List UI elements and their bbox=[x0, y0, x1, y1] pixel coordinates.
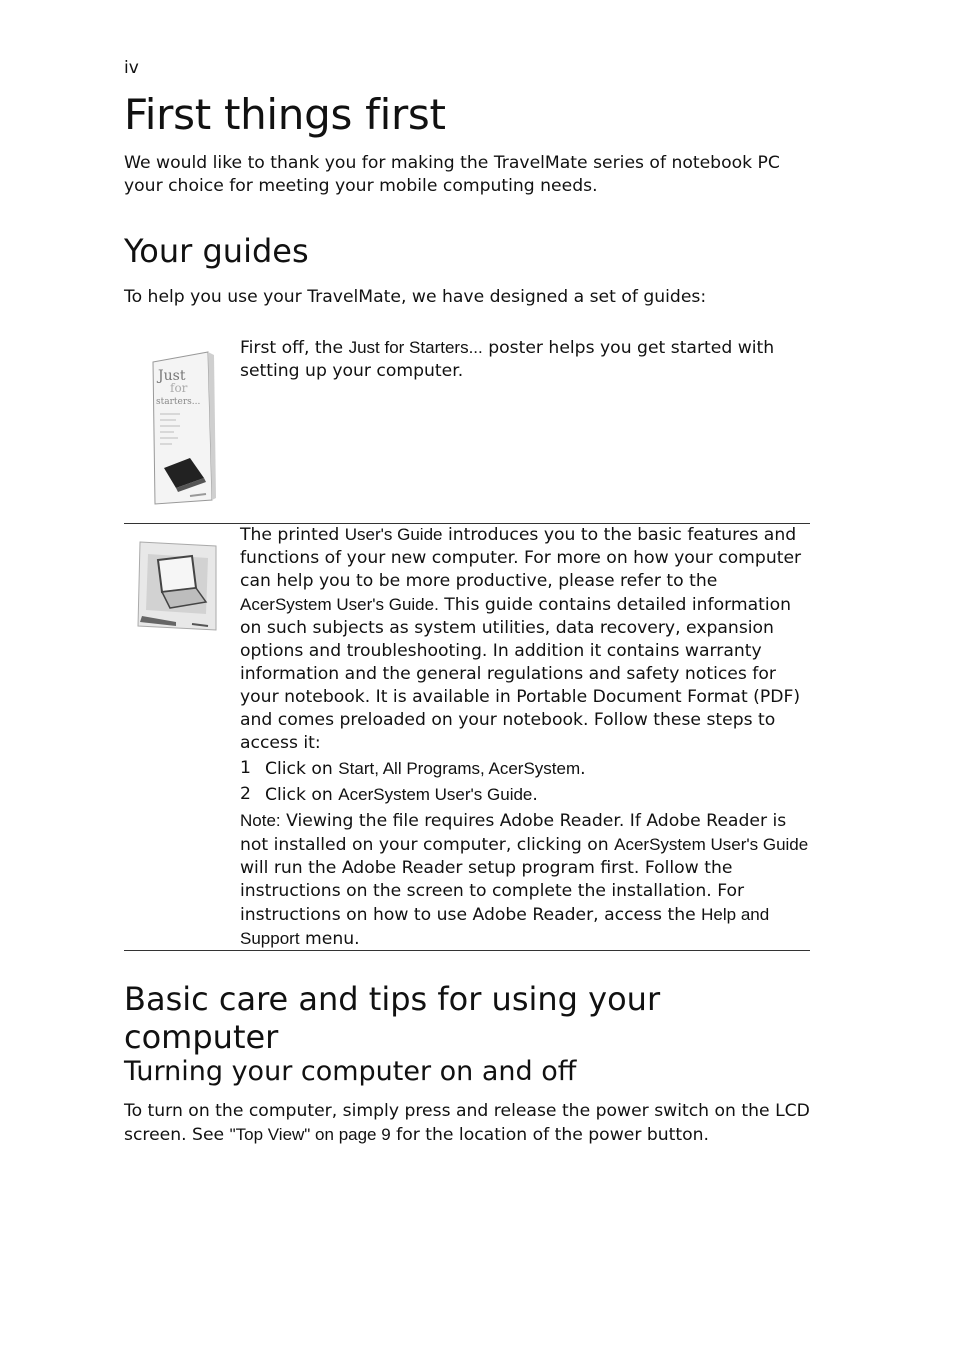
step-2-text-pre: Click on bbox=[265, 785, 339, 805]
note-text-post: menu. bbox=[299, 929, 360, 949]
note-help-support: Help and Support bbox=[240, 905, 770, 948]
step-2-number: 2 bbox=[240, 784, 251, 804]
users-guide-text-mid1: introduces you to the basic features and functions of your new computer. For more on how your computer can help you to be more productive, please refer to the bbox=[240, 525, 802, 591]
guides-lead: To help you use your TravelMate, we have designed a set of guides: bbox=[124, 287, 707, 307]
step-1-text-pre: Click on bbox=[265, 759, 339, 779]
note-text-pre: Viewing the file requires Adobe Reader. If Adobe Reader is not installed on your computer, clicking on bbox=[240, 811, 787, 855]
turning-text-pre: To turn on the computer, simply press and release the power switch on the LCD screen. See bbox=[124, 1101, 810, 1145]
acersystem-guide-title: AcerSystem User's Guide. bbox=[240, 595, 439, 614]
users-guide-description bbox=[240, 523, 810, 951]
step-1-number: 1 bbox=[240, 758, 251, 778]
starters-poster-image bbox=[150, 350, 216, 506]
note-text-mid: will run the Adobe Reader setup program first. Follow the instructions on the screen to complete the installation. For instructions on how to use Adobe Reader, access the bbox=[240, 858, 745, 925]
turning-on-paragraph bbox=[124, 1100, 810, 1147]
users-guide-text-mid2: This guide contains detailed information on such subjects as system utilities, data recovery, expansion options and troubleshooting. In addition it contains warranty information and the general regulations and safety notices for your notebook. It is available in Portable Document Format (PDF) and comes preloaded on your notebook. Follow these steps to access it: bbox=[240, 595, 801, 753]
note-guide-title: AcerSystem User's Guide bbox=[614, 835, 809, 854]
note-paragraph bbox=[240, 809, 810, 951]
top-view-link[interactable]: "Top View" on page 9 bbox=[229, 1125, 391, 1144]
poster-word-starters: starters... bbox=[156, 397, 201, 407]
page-number: iv bbox=[124, 58, 139, 78]
step-1-menu-path: Start, All Programs, AcerSystem bbox=[338, 759, 581, 778]
starters-text-pre: First off, the bbox=[240, 338, 349, 358]
step-1-text-post: . bbox=[580, 759, 586, 779]
starters-text-post: poster helps you get started with setting up your computer. bbox=[240, 338, 775, 381]
starters-title: Just for Starters... bbox=[348, 338, 483, 357]
step-2 bbox=[240, 783, 810, 807]
section-heading-guides: Your guides bbox=[124, 232, 309, 270]
step-2-text-post: . bbox=[532, 785, 538, 805]
poster-word-just: Just bbox=[158, 368, 186, 384]
intro-paragraph: We would like to thank you for making the TravelMate series of notebook PC your choice for meeting your mobile computing needs. bbox=[124, 153, 780, 196]
note-label: Note: bbox=[240, 811, 281, 830]
subheading-turning-on-off: Turning your computer on and off bbox=[124, 1056, 577, 1087]
step-2-menu-path: AcerSystem User's Guide bbox=[338, 785, 533, 804]
starters-description bbox=[240, 336, 810, 383]
users-guide-text-pre: The printed bbox=[240, 525, 345, 545]
poster-word-for: for bbox=[170, 381, 188, 395]
step-1 bbox=[240, 757, 810, 781]
section-heading-care: Basic care and tips for using your computer bbox=[124, 980, 661, 1056]
guide-row-users-guide bbox=[124, 523, 810, 951]
page-title: First things first bbox=[124, 90, 446, 139]
users-guide-title: User's Guide bbox=[344, 525, 443, 544]
turning-text-post: for the location of the power button. bbox=[390, 1125, 710, 1145]
users-guide-image bbox=[136, 540, 220, 632]
guide-row-starters bbox=[124, 336, 810, 512]
